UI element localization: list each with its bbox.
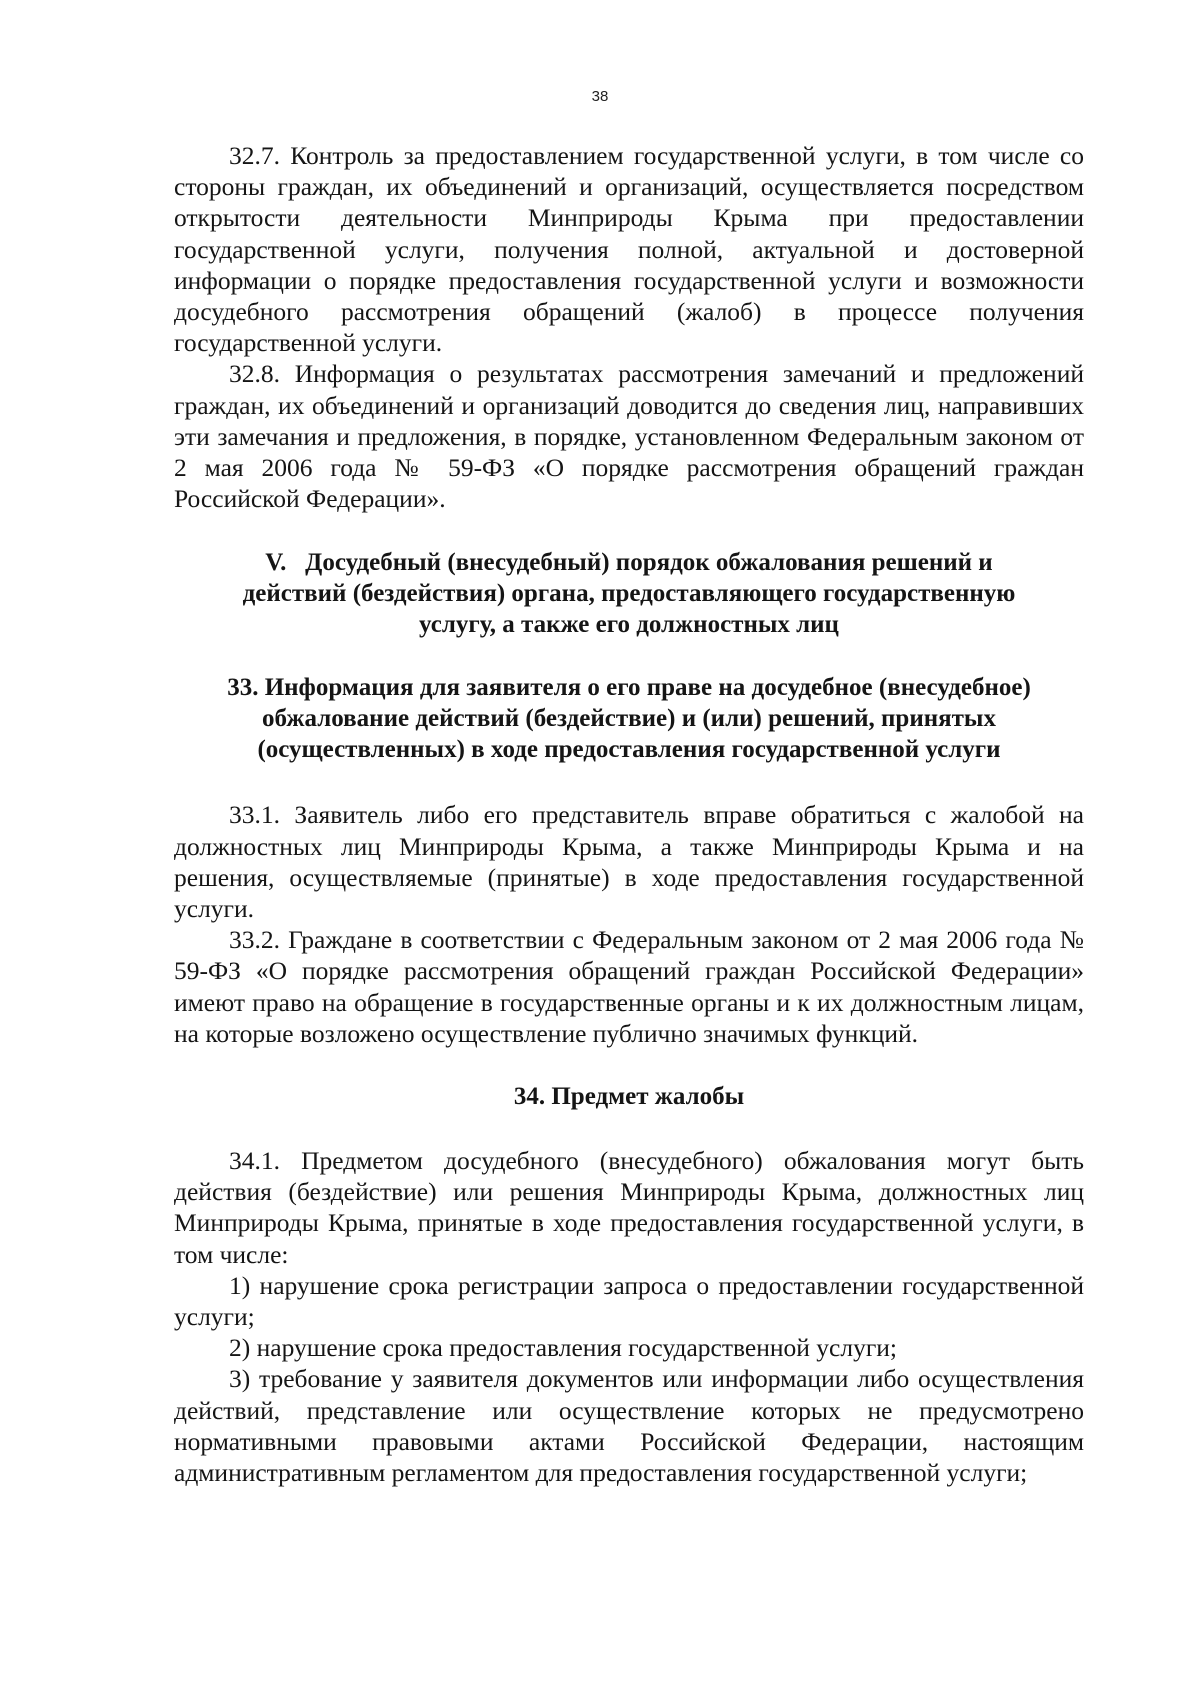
heading-34: 34. Предмет жалобы <box>513 1083 745 1111</box>
section-v-heading-line: V. Досудебный (внесудебный) порядок обжалования решений и <box>265 549 993 577</box>
list-item: 1) нарушение срока регистрации запроса о предоставлении государственной услуги; <box>174 1270 1084 1332</box>
section-v-heading <box>174 547 1084 640</box>
paragraph-33-1: 33.1. Заявитель либо его представитель вправе обратиться с жалобой на должностных лиц Минприроды Крыма, а также Минприроды Крыма и на решения, осуществляемые (принятые) в ходе предоставления государственной услуги. <box>174 800 1084 924</box>
paragraph-34-1: 34.1. Предметом досудебного (внесудебного) обжалования могут быть действия (бездействие) или решения Минприроды Крыма, должностных лиц Минприроды Крыма, принятые в ходе предоставления государственной услуги, в том числе: <box>174 1146 1084 1269</box>
page-content <box>174 140 1084 1488</box>
paragraph-32-7: 32.7. Контроль за предоставлением государственной услуги, в том числе со стороны граждан, их объединений и организаций, осуществляется посредством открытости деятельности Минприроды Крыма при предоставлении государственной услуги, получения полной, актуальной и достоверной информации о порядке предоставления государственной услуги и возможности досудебного рассмотрения обращений (жалоб) в процессе получения государственной услуги. <box>174 141 1084 358</box>
heading-33 <box>174 672 1084 765</box>
heading-33-line: (осуществленных) в ходе предоставления государственной услуги <box>257 736 1001 764</box>
heading-33-line: 33. Информация для заявителя о его праве на досудебное (внесудебное) <box>227 674 1031 702</box>
list-item: 3) требование у заявителя документов или информации либо осуществления действий, представление или осуществление которых не предусмотрено нормативными правовыми актами Российской Федерации, настоящим административным регламентом для предоставления государственной услуги; <box>174 1364 1084 1488</box>
section-v-heading-line: услугу, а также его должностных лиц <box>419 611 839 639</box>
paragraph-32-8: 32.8. Информация о результатах рассмотрения замечаний и предложений граждан, их объединений и организаций доводится до сведения лиц, направивших эти замечания и предложения, в порядке, установленном Федеральным законом от 2 мая 2006 года № 59-ФЗ «О порядке рассмотрения обращений граждан Российской Федерации». <box>174 359 1084 514</box>
section-v-heading-line: действий (бездействия) органа, предоставляющего государственную <box>242 580 1016 608</box>
heading-33-line: обжалование действий (бездействие) и (или) решений, принятых <box>262 705 996 733</box>
page-number: 38 <box>591 88 609 105</box>
list-item: 2) нарушение срока предоставления государственной услуги; <box>229 1333 898 1363</box>
paragraph-33-2: 33.2. Граждане в соответствии с Федеральным законом от 2 мая 2006 года № 59-ФЗ «О порядке рассмотрения обращений граждан Российской Федерации» имеют право на обращение в государственные органы и к их должностным лицам, на которые возложено осуществление публично значимых функций. <box>174 925 1084 1048</box>
